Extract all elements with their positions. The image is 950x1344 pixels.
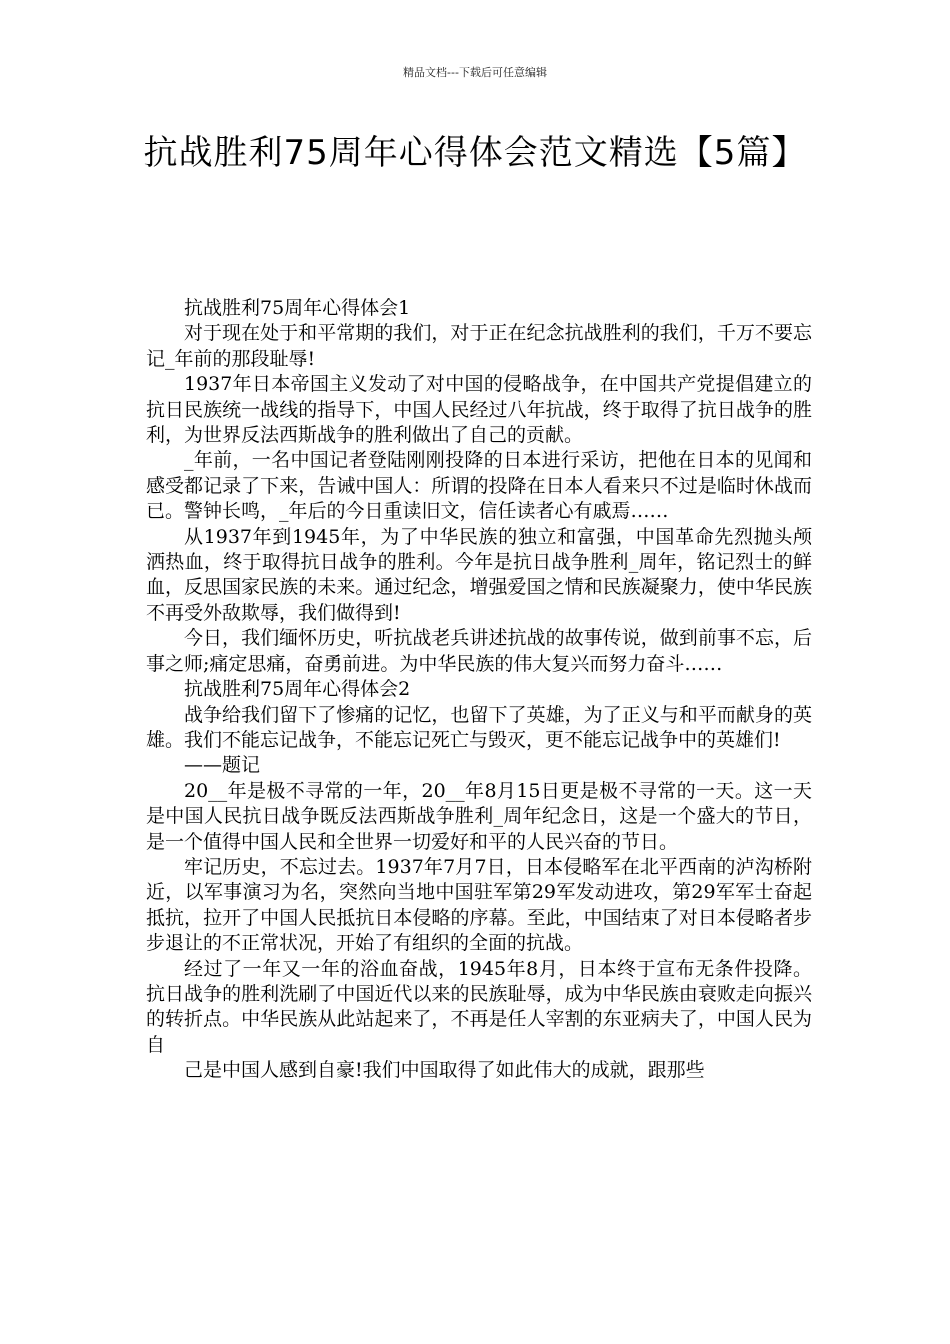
document-body <box>146 296 812 1084</box>
body-paragraph: 对于现在处于和平常期的我们，对于正在纪念抗战胜利的我们，千万不要忘记_年前的那段耻辱! <box>146 322 812 370</box>
body-paragraph: 己是中国人感到自豪!我们中国取得了如此伟大的成就，跟那些 <box>184 1059 705 1082</box>
document-title: 抗战胜利75周年心得体会范文精选【5篇】 <box>143 133 807 173</box>
body-paragraph: 从1937年到1945年，为了中华民族的独立和富强，中国革命先烈抛头颅洒热血，终于取得抗日战争的胜利。今年是抗日战争胜利_周年，铭记烈士的鲜血，反思国家民族的未来。通过纪念，增强爱国之情和民族凝聚力，使中华民族不再受外敌欺辱，我们做得到! <box>146 525 812 624</box>
page-header-watermark: 精品文档---下载后可任意编辑 <box>403 66 547 79</box>
epigraph-attribution: ——题记 <box>184 754 261 777</box>
body-paragraph: 20__年是极不寻常的一年，20__年8月15日更是极不寻常的一天。这一天是中国人民抗日战争既反法西斯战争胜利_周年纪念日，这是一个盛大的节日，是一个值得中国人民和全世界一切爱好和平的人民兴奋的节日。 <box>146 779 812 853</box>
section-heading-1: 抗战胜利75周年心得体会1 <box>184 297 411 319</box>
body-paragraph: 1937年日本帝国主义发动了对中国的侵略战争，在中国共产党提倡建立的抗日民族统一战线的指导下，中国人民经过八年抗战，终于取得了抗日战争的胜利，为世界反法西斯战争的胜利做出了自己的贡献。 <box>146 373 812 447</box>
body-paragraph: 牢记历史，不忘过去。1937年7月7日，日本侵略军在北平西南的泸沟桥附近，以军事演习为名，突然向当地中国驻军第29军发动进攻，第29军军士奋起抵抗，拉开了中国人民抵抗日本侵略的序幕。至此，中国结束了对日本侵略者步步退让的不正常状况，开始了有组织的全面的抗战。 <box>146 855 812 955</box>
body-paragraph: 经过了一年又一年的浴血奋战，1945年8月，日本终于宣布无条件投降。抗日战争的胜利洗刷了中国近代以来的民族耻辱，成为中华民族由衰败走向振兴的转折点。中华民族从此站起来了，不再是任人宰割的东亚病夫了，中国人民为自 <box>146 957 812 1056</box>
section-heading-2: 抗战胜利75周年心得体会2 <box>184 678 411 701</box>
body-paragraph: 今日，我们缅怀历史，听抗战老兵讲述抗战的故事传说，做到前事不忘，后事之师;痛定思痛，奋勇前进。为中华民族的伟大复兴而努力奋斗…… <box>146 627 812 675</box>
body-paragraph: 战争给我们留下了惨痛的记忆，也留下了英雄，为了正义与和平而献身的英雄。我们不能忘记战争，不能忘记死亡与毁灭，更不能忘记战争中的英雄们! <box>146 703 812 751</box>
body-paragraph: _年前，一名中国记者登陆刚刚投降的日本进行采访，把他在日本的见闻和感受都记录了下来，告诫中国人：所谓的投降在日本人看来只不过是临时休战而已。警钟长鸣，_年后的今日重读旧文，信任读者心有戚焉…… <box>146 449 812 523</box>
